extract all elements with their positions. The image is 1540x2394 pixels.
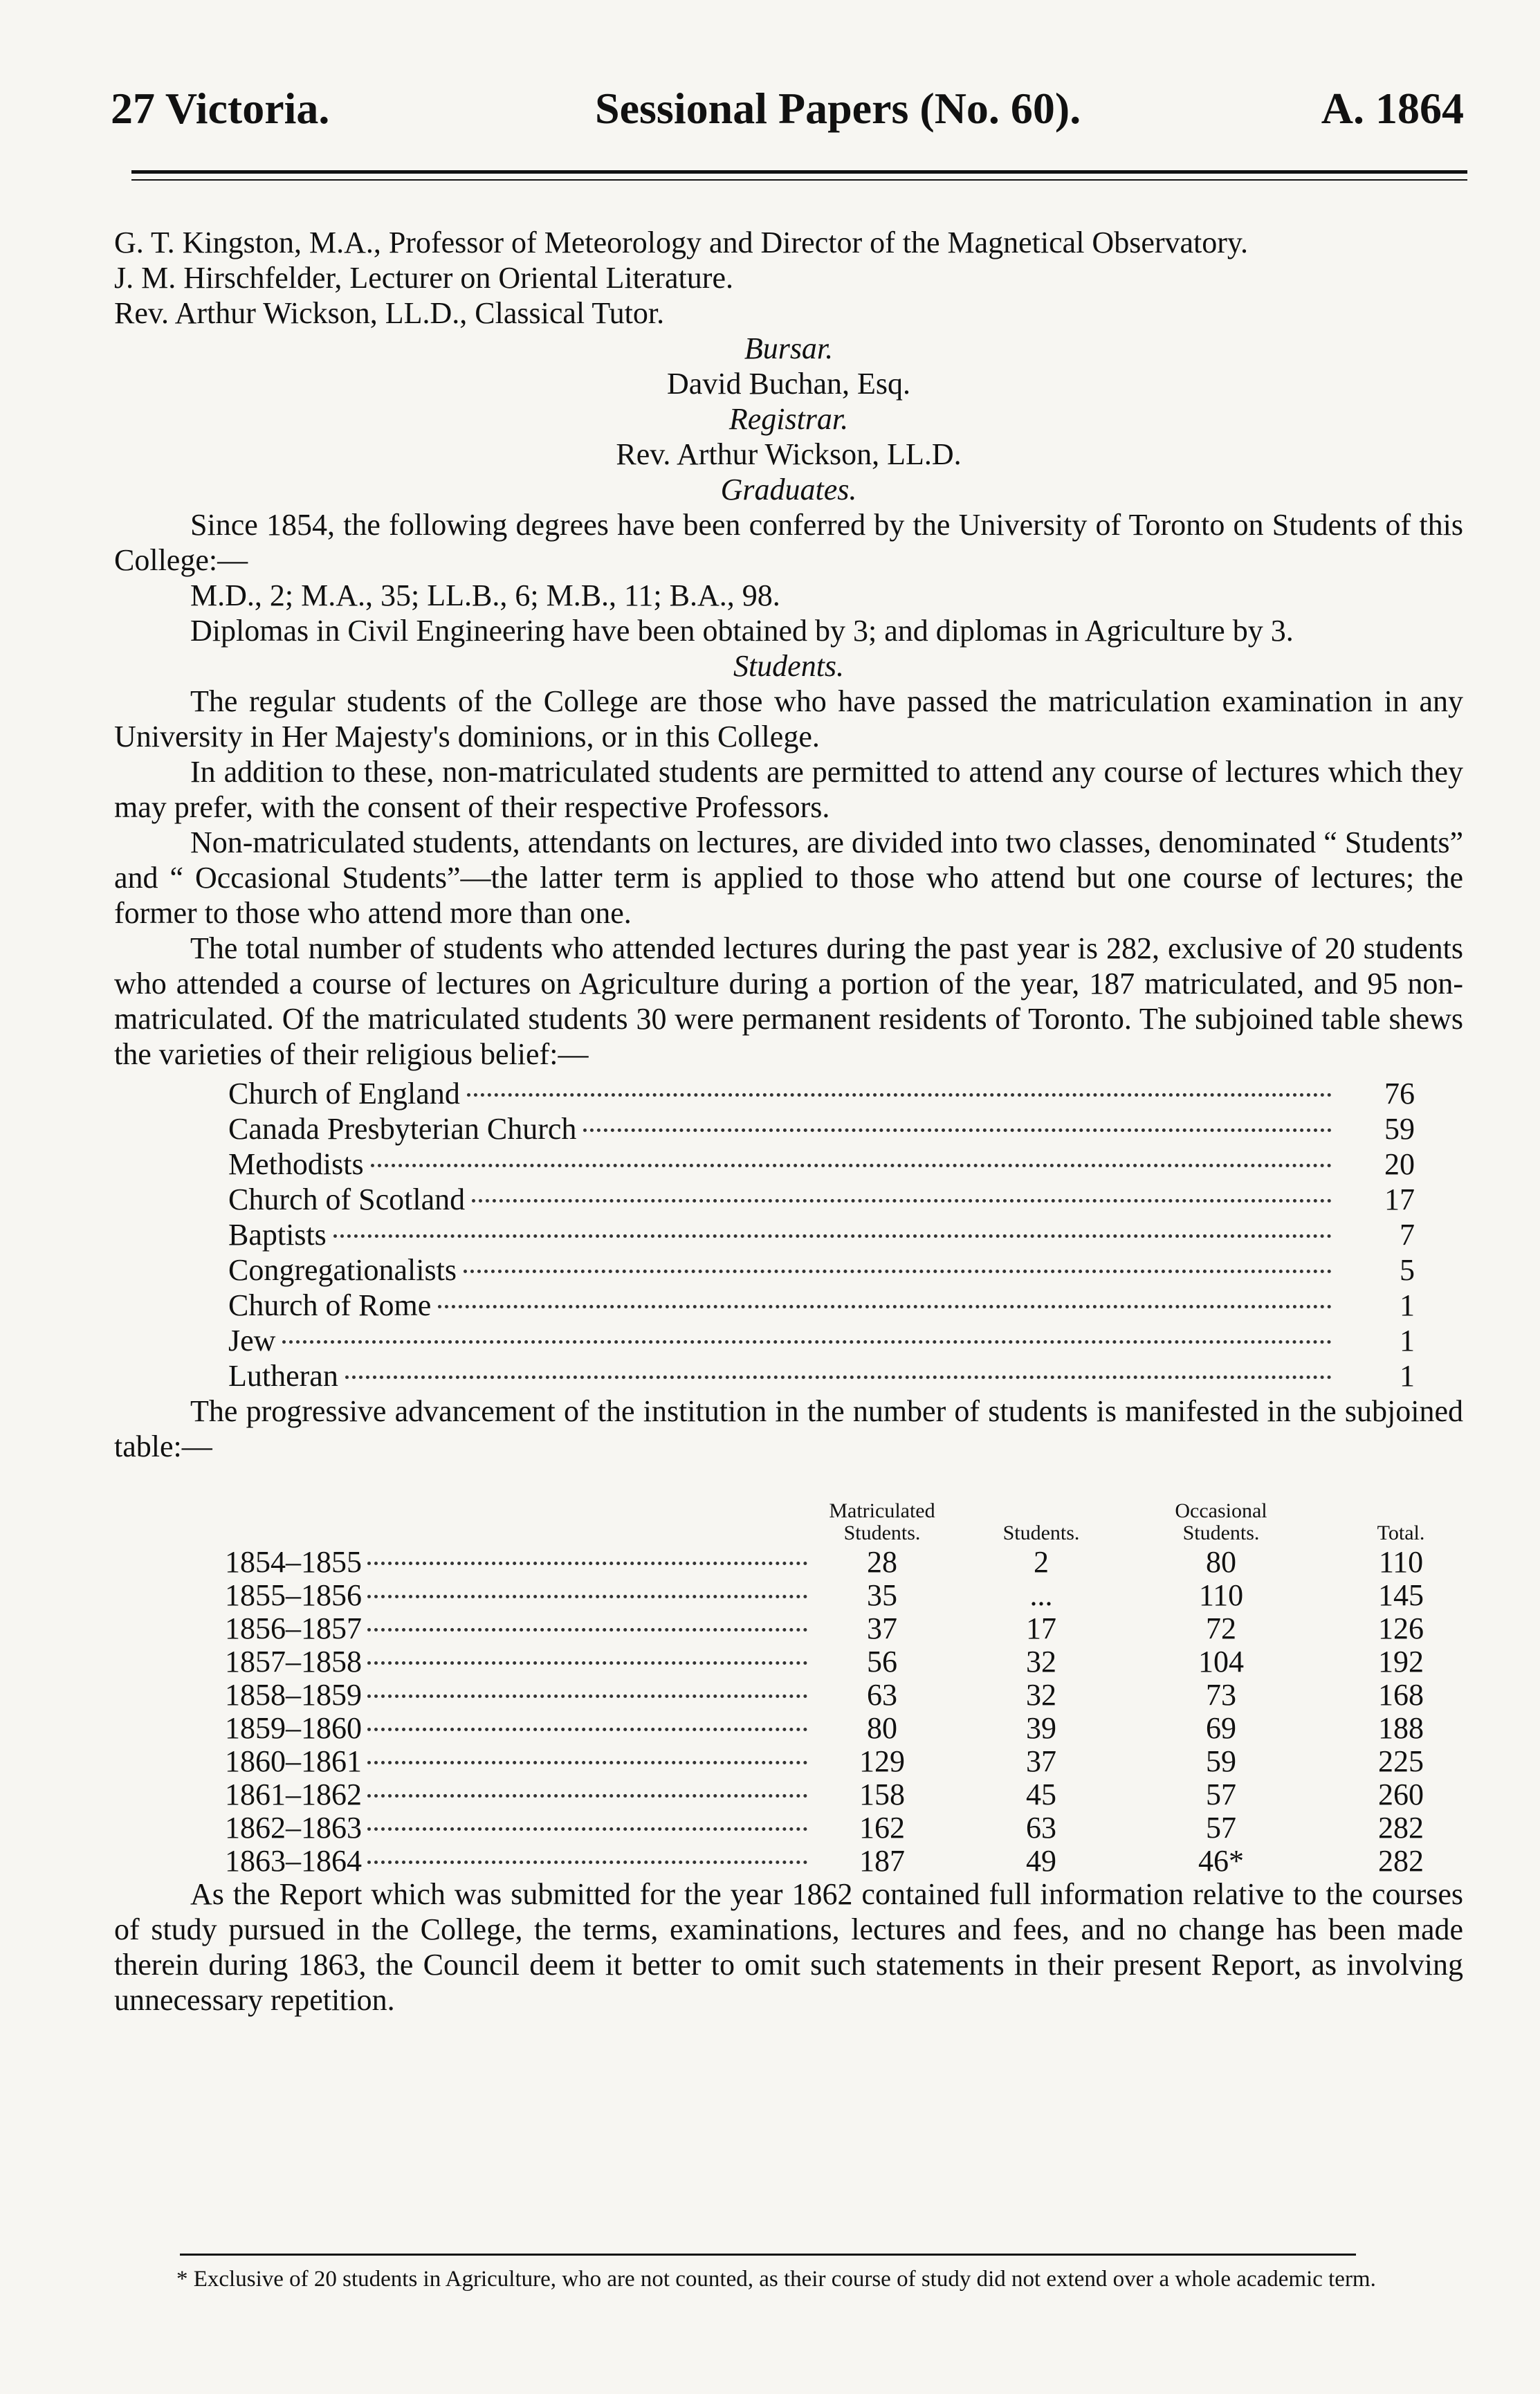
denomination-name: Baptists xyxy=(228,1218,327,1252)
occasional-cell: 57 xyxy=(1206,1778,1236,1811)
year-cell xyxy=(225,1611,813,1646)
year-label: 1855–1856 xyxy=(225,1578,362,1612)
occasional-cell: 110 xyxy=(1198,1578,1244,1612)
bursar-heading: Bursar. xyxy=(744,331,834,365)
matriculated-cell: 162 xyxy=(859,1811,905,1845)
total-cell: 225 xyxy=(1378,1744,1424,1778)
leader-dots xyxy=(367,1728,807,1731)
table-body xyxy=(114,1544,1463,1876)
header-rule-thin xyxy=(131,179,1467,181)
list-item xyxy=(228,1288,1463,1323)
students-cell: 32 xyxy=(1026,1645,1056,1679)
total-cell: 282 xyxy=(1378,1844,1424,1878)
faculty-list xyxy=(114,225,1463,331)
faculty-entry: G. T. Kingston, M.A., Professor of Meteorology and Director of the Magnetical Observatory. xyxy=(114,226,1249,259)
leader-dots xyxy=(467,1093,1332,1097)
closing-paragraph: As the Report which was submitted for the year 1862 contained full information relative to the courses of study pursued in the College, the terms, examinations, lectures and fees, and no change has been made therein during 1863, the Council deem it better to omit such statements in their present Report, as involving unnecessary repetition. xyxy=(114,1877,1463,2017)
bursar-name: David Buchan, Esq. xyxy=(667,367,910,401)
denomination-count: 59 xyxy=(1384,1112,1415,1146)
progress-table xyxy=(114,1472,1463,1876)
list-item xyxy=(228,1076,1463,1111)
leader-dots xyxy=(282,1340,1332,1344)
denomination-count: 1 xyxy=(1400,1288,1415,1322)
column-header: Total. xyxy=(1377,1522,1425,1544)
year-label: 1854–1855 xyxy=(225,1545,362,1579)
leader-dots xyxy=(367,1827,807,1831)
occasional-cell: 80 xyxy=(1206,1545,1236,1579)
occasional-cell: 57 xyxy=(1206,1811,1236,1845)
students-heading: Students. xyxy=(733,649,845,683)
occasional-cell: 46* xyxy=(1198,1844,1244,1878)
occasional-cell: 104 xyxy=(1198,1645,1244,1679)
total-cell: 260 xyxy=(1378,1778,1424,1811)
list-item xyxy=(228,1111,1463,1146)
students-cell: 37 xyxy=(1026,1744,1056,1778)
denomination-name: Congregationalists xyxy=(228,1253,457,1287)
table-row xyxy=(114,1644,1463,1677)
list-item xyxy=(228,1252,1463,1288)
table-row xyxy=(114,1777,1463,1810)
faculty-entry: J. M. Hirschfelder, Lecturer on Oriental Literature. xyxy=(114,261,733,295)
students-cell: 17 xyxy=(1026,1611,1056,1645)
year-cell xyxy=(225,1710,813,1746)
total-cell: 188 xyxy=(1378,1711,1424,1745)
running-header xyxy=(111,83,1464,138)
matriculated-cell: 187 xyxy=(859,1844,905,1878)
leader-dots xyxy=(367,1794,807,1798)
denomination-name: Church of England xyxy=(228,1077,460,1111)
matriculated-cell: 56 xyxy=(867,1645,897,1679)
students-cell: 32 xyxy=(1026,1678,1056,1712)
matriculated-cell: 63 xyxy=(867,1678,897,1712)
table-row xyxy=(114,1843,1463,1876)
leader-dots xyxy=(367,1661,807,1665)
year-label: 1859–1860 xyxy=(225,1711,362,1745)
list-item xyxy=(228,1358,1463,1394)
leader-dots xyxy=(583,1129,1332,1132)
column-header: Students. xyxy=(1002,1522,1080,1544)
denomination-name: Canada Presbyterian Church xyxy=(228,1112,577,1146)
footnote-text: * Exclusive of 20 students in Agriculture, who are not counted, as their course of study did not extend over a whole academic term. xyxy=(176,2267,1376,2292)
leader-dots xyxy=(345,1376,1332,1379)
students-paragraph: In addition to these, non-matriculated students are permitted to attend any course of lectures which they may prefer, with the consent of their respective Professors. xyxy=(114,755,1463,824)
header-session: 27 Victoria. xyxy=(111,84,330,133)
year-cell xyxy=(225,1777,813,1812)
total-cell: 282 xyxy=(1378,1811,1424,1845)
students-cell: 2 xyxy=(1034,1545,1049,1579)
graduates-paragraph: Since 1854, the following degrees have been conferred by the University of Toronto on Students of this College:— xyxy=(114,508,1463,577)
occasional-cell: 73 xyxy=(1206,1678,1236,1712)
matriculated-cell: 37 xyxy=(867,1611,897,1645)
list-item xyxy=(228,1182,1463,1217)
footnote xyxy=(114,2266,1463,2292)
registrar-heading: Registrar. xyxy=(728,402,849,436)
leader-dots xyxy=(464,1270,1332,1273)
year-cell xyxy=(225,1677,813,1712)
table-row xyxy=(114,1744,1463,1777)
matriculated-cell: 80 xyxy=(867,1711,897,1745)
year-cell xyxy=(225,1544,813,1580)
list-item xyxy=(228,1146,1463,1182)
total-cell: 145 xyxy=(1378,1578,1424,1612)
denomination-count: 17 xyxy=(1384,1182,1415,1216)
occasional-cell: 72 xyxy=(1206,1611,1236,1645)
year-label: 1858–1859 xyxy=(225,1678,362,1712)
degrees-line: M.D., 2; M.A., 35; LL.B., 6; M.B., 11; B.A., 98. xyxy=(190,578,780,612)
leader-dots xyxy=(367,1595,807,1598)
students-paragraph: The total number of students who attended lectures during the past year is 282, exclusive of 20 students who attended a course of lectures on Agriculture during a portion of the year, 187 matriculated, and 95 non-matriculated. Of the matriculated students 30 were permanent residents of Toronto. The subjoined table shews the varieties of their religious belief:— xyxy=(114,931,1463,1071)
table-row xyxy=(114,1544,1463,1578)
table-row xyxy=(114,1611,1463,1644)
progress-paragraph: The progressive advancement of the institution in the number of students is manifested in the subjoined table:— xyxy=(114,1394,1463,1463)
matriculated-cell: 28 xyxy=(867,1545,897,1579)
year-label: 1857–1858 xyxy=(225,1645,362,1679)
year-label: 1862–1863 xyxy=(225,1811,362,1845)
leader-dots xyxy=(438,1305,1332,1308)
year-label: 1863–1864 xyxy=(225,1844,362,1878)
denomination-count: 76 xyxy=(1384,1077,1415,1111)
matriculated-cell: 35 xyxy=(867,1578,897,1612)
leader-dots xyxy=(367,1628,807,1632)
leader-dots xyxy=(367,1761,807,1764)
denomination-name: Jew xyxy=(228,1324,276,1358)
table-row xyxy=(114,1578,1463,1611)
footnote-rule xyxy=(180,2254,1356,2256)
year-cell xyxy=(225,1843,813,1879)
occasional-cell: 69 xyxy=(1206,1711,1236,1745)
students-cell: 45 xyxy=(1026,1778,1056,1811)
students-cell: 39 xyxy=(1026,1711,1056,1745)
total-cell: 168 xyxy=(1378,1678,1424,1712)
students-cell: ... xyxy=(1029,1578,1053,1612)
year-cell xyxy=(225,1744,813,1779)
denomination-count: 20 xyxy=(1384,1147,1415,1181)
table-row xyxy=(114,1710,1463,1744)
graduates-heading: Graduates. xyxy=(720,473,857,506)
total-cell: 110 xyxy=(1378,1545,1424,1579)
students-paragraph: The regular students of the College are those who have passed the matriculation examination in any University in Her Majesty's dominions, or in this College. xyxy=(114,684,1463,753)
page-body xyxy=(114,225,1463,2018)
denomination-name: Methodists xyxy=(228,1147,364,1181)
registrar-name: Rev. Arthur Wickson, LL.D. xyxy=(616,437,962,471)
year-cell xyxy=(225,1810,813,1845)
header-year: A. 1864 xyxy=(1321,84,1464,133)
faculty-entry: Rev. Arthur Wickson, LL.D., Classical Tutor. xyxy=(114,296,665,330)
column-header: Matriculated Students. xyxy=(829,1499,935,1544)
leader-dots xyxy=(367,1861,807,1864)
total-cell: 192 xyxy=(1378,1645,1424,1679)
year-label: 1860–1861 xyxy=(225,1744,362,1778)
leader-dots xyxy=(333,1234,1332,1238)
leader-dots xyxy=(371,1164,1332,1167)
denomination-count: 7 xyxy=(1400,1218,1415,1252)
matriculated-cell: 158 xyxy=(859,1778,905,1811)
denomination-count: 1 xyxy=(1400,1359,1415,1393)
leader-dots xyxy=(367,1694,807,1698)
religious-belief-table xyxy=(114,1076,1463,1394)
diplomas-paragraph: Diplomas in Civil Engineering have been obtained by 3; and diplomas in Agriculture by 3. xyxy=(190,614,1294,648)
denomination-name: Church of Rome xyxy=(228,1288,432,1322)
denomination-name: Church of Scotland xyxy=(228,1182,466,1216)
header-rule xyxy=(131,170,1467,174)
matriculated-cell: 129 xyxy=(859,1744,905,1778)
occasional-cell: 59 xyxy=(1206,1744,1236,1778)
total-cell: 126 xyxy=(1378,1611,1424,1645)
header-title: Sessional Papers (No. 60). xyxy=(595,84,1081,133)
students-cell: 63 xyxy=(1026,1811,1056,1845)
denomination-count: 5 xyxy=(1400,1253,1415,1287)
leader-dots xyxy=(367,1562,807,1565)
year-cell xyxy=(225,1578,813,1613)
table-row xyxy=(114,1677,1463,1710)
leader-dots xyxy=(472,1199,1332,1203)
table-header xyxy=(114,1472,1463,1544)
list-item xyxy=(228,1217,1463,1252)
students-cell: 49 xyxy=(1026,1844,1056,1878)
year-cell xyxy=(225,1644,813,1679)
students-paragraph: Non-matriculated students, attendants on lectures, are divided into two classes, denominated “ Students” and “ Occasional Students”—the latter term is applied to those who attend but one course of lectures; the former to those who attend more than one. xyxy=(114,825,1463,930)
table-row xyxy=(114,1810,1463,1843)
year-label: 1856–1857 xyxy=(225,1611,362,1645)
column-header: Occasional Students. xyxy=(1175,1499,1267,1544)
year-label: 1861–1862 xyxy=(225,1778,362,1811)
list-item xyxy=(228,1323,1463,1358)
denomination-count: 1 xyxy=(1400,1324,1415,1358)
denomination-name: Lutheran xyxy=(228,1359,338,1393)
